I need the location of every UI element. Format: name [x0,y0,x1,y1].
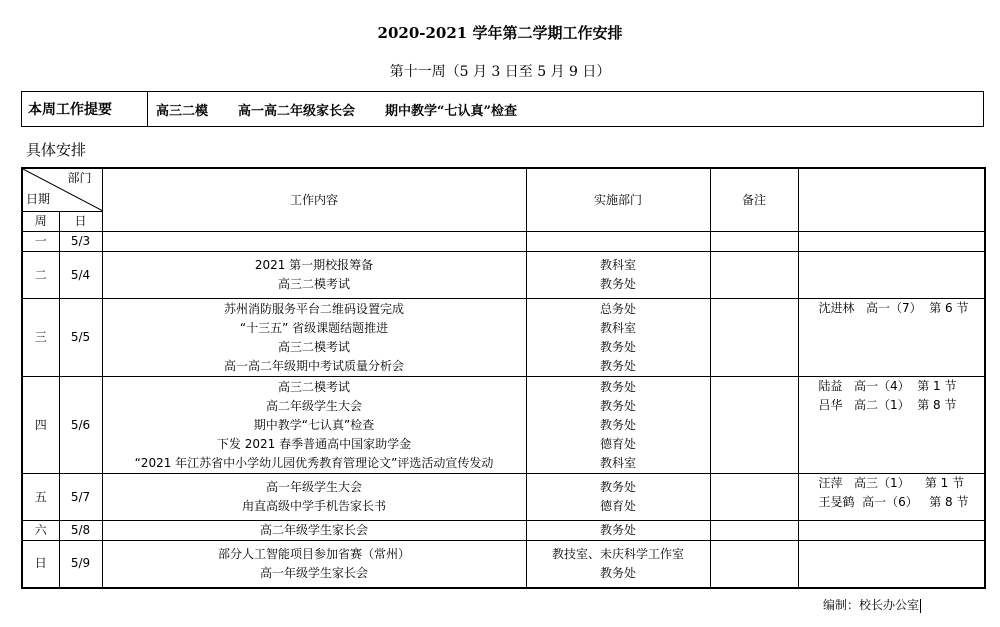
content-cell [102,541,526,588]
department-cell-line: 教科室 [599,320,636,335]
department-cell-line: 总务处 [599,301,636,316]
content-cell-line: 高三二模考试 [277,339,350,354]
department-cell-line: 教科室 [599,258,636,272]
content-cell-line: 2021 第一期校报筹备 [254,258,374,272]
content-cell [102,232,526,252]
department-cell-line: 教务处 [599,565,636,580]
table-row [22,232,985,252]
remarks-header: 备注 [710,168,798,232]
text-cursor [920,599,921,613]
content-cell-line: 高二年级学生家长会 [259,523,368,537]
table-row [22,299,985,377]
department-cell [526,521,710,541]
department-cell [526,541,710,588]
department-cell-line: 德育处 [599,499,636,513]
day-header: 日 [59,212,102,232]
remarks-cell [710,232,798,252]
department-cell-line: 教务处 [599,417,636,432]
department-cell-line: 德育处 [599,436,636,451]
extra-header [798,168,985,232]
week-cell: 五 [22,474,59,521]
department-cell [526,232,710,252]
content-header: 工作内容 [102,168,526,232]
date-cell: 5/7 [59,474,102,521]
teacher-note-cell [798,541,985,588]
content-cell-line: “2021 年江苏省中小学幼儿园优秀教育管理论文”评选活动宣传发动 [134,455,494,470]
summary-label: 本周工作提要 [22,92,148,126]
teacher-note-cell [798,299,985,377]
remarks-cell [710,474,798,521]
department-cell-line: 教科室 [599,455,636,470]
content-cell [102,521,526,541]
content-cell [102,474,526,521]
week-cell: 三 [22,299,59,377]
summary-items [148,100,547,119]
department-cell-line: 教务处 [599,480,636,494]
content-cell-line: “十三五” 省级课题结题推进 [239,320,389,335]
remarks-cell [710,541,798,588]
teacher-note-cell [798,377,985,474]
teacher-note-cell [798,232,985,252]
remarks-cell [710,299,798,377]
table-row [22,252,985,299]
footer-text: 编制：校长办公室 [823,598,920,612]
department-cell-line: 教务处 [599,358,636,373]
date-cell: 5/6 [59,377,102,474]
content-cell-line: 苏州消防服务平台二维码设置完成 [223,301,404,316]
table-row [22,541,985,588]
department-cell [526,474,710,521]
dept-corner-label: 部门 [67,171,92,185]
week-cell: 二 [22,252,59,299]
content-cell [102,377,526,474]
content-cell-line: 高一年级学生大会 [265,480,362,494]
remarks-cell [710,252,798,299]
date-cell: 5/3 [59,232,102,252]
footer-editor [823,596,921,613]
date-corner-label: 日期 [26,192,51,206]
department-cell-line: 教务处 [599,398,636,413]
week-header: 周 [22,212,59,232]
department-cell [526,252,710,299]
department-cell-line: 教技室、未庆科学工作室 [551,546,684,561]
content-cell-line: 期中教学“七认真”检查 [253,417,375,432]
department-cell-line: 教务处 [599,277,636,291]
section-title: 具体安排 [26,141,87,159]
content-cell-line: 高一年级学生家长会 [259,565,368,580]
department-cell-line: 教务处 [599,379,636,394]
schedule-table [21,167,986,589]
table-row [22,377,985,474]
weekly-summary-box [21,91,984,127]
department-cell [526,299,710,377]
teacher-note-cell-line: 汪萍 高三（1） 第 1 节 [818,476,965,490]
week-subtitle: 第十一周（5 月 3 日至 5 月 9 日） [389,64,611,80]
remarks-cell [710,521,798,541]
teacher-note-cell-line: 王旻鹤 高一（6） 第 8 节 [818,495,969,509]
teacher-note-cell [798,474,985,521]
teacher-note-cell-line: 陆益 高一（4） 第 1 节 [818,379,957,393]
content-cell-line: 高三二模考试 [277,379,350,394]
teacher-note-cell [798,252,985,299]
content-cell [102,299,526,377]
content-cell [102,252,526,299]
department-cell [526,377,710,474]
week-cell: 六 [22,521,59,541]
content-cell-line: 高二年级学生大会 [265,398,362,413]
remarks-cell [710,377,798,474]
teacher-note-cell-line: 吕华 高二（1） 第 8 节 [818,398,957,412]
table-header-row [22,168,985,212]
department-header: 实施部门 [526,168,710,232]
week-cell: 四 [22,377,59,474]
department-cell-line: 教务处 [599,339,636,354]
date-cell: 5/4 [59,252,102,299]
document-title: 2020-2021 学年第二学期工作安排 [377,24,623,42]
table-row [22,474,985,521]
teacher-note-cell [798,521,985,541]
content-cell-line: 高一高二年级期中考试质量分析会 [223,358,404,373]
summary-item: 高三二模 [156,103,209,119]
table-row [22,521,985,541]
teacher-note-cell-line: 沈进林 高一（7） 第 6 节 [818,301,969,315]
diagonal-header-cell [22,168,102,212]
date-cell: 5/9 [59,541,102,588]
summary-item: 期中教学“七认真”检查 [385,103,517,119]
content-cell-line: 甪直高级中学手机告家长书 [241,499,386,513]
department-cell-line: 教务处 [599,523,636,537]
content-cell-line: 下发 2021 春季普通高中国家助学金 [216,436,412,451]
summary-item: 高一高二年级家长会 [238,103,356,119]
content-cell-line: 部分人工智能项目参加省赛（常州） [217,546,410,561]
week-cell: 日 [22,541,59,588]
date-cell: 5/8 [59,521,102,541]
content-cell-line: 高三二模考试 [277,277,350,291]
date-cell: 5/5 [59,299,102,377]
week-cell: 一 [22,232,59,252]
